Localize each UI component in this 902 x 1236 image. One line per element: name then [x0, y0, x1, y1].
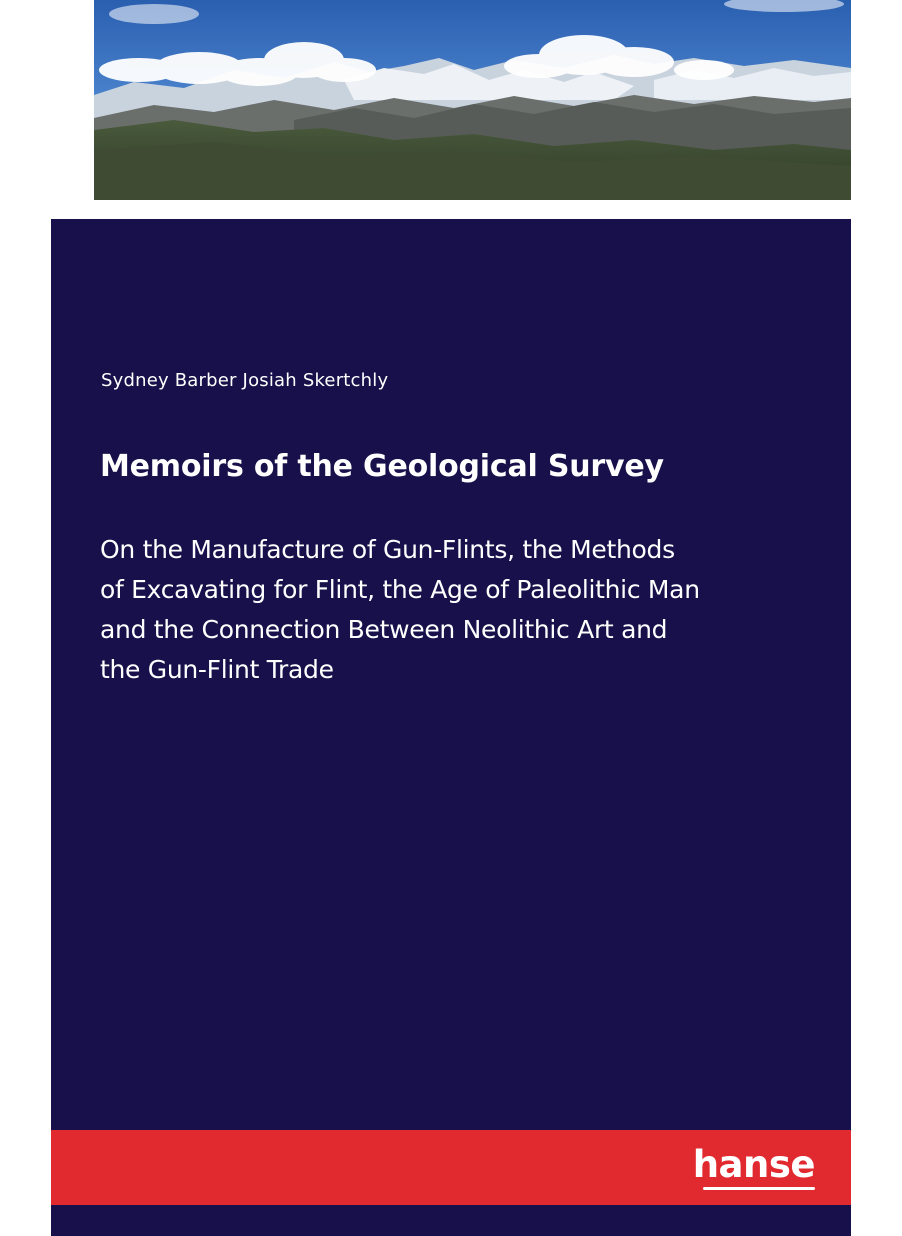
cover-panel [51, 219, 851, 1236]
mountain-landscape-image [94, 0, 851, 200]
author-name: Sydney Barber Josiah Skertchly [101, 370, 389, 391]
subtitle-line: of Excavating for Flint, the Age of Paleolithic Man [100, 575, 700, 604]
subtitle-line: the Gun-Flint Trade [100, 655, 334, 684]
cover-photo-mountains [94, 0, 851, 200]
subtitle-line: and the Connection Between Neolithic Art and [100, 615, 668, 644]
book-subtitle [100, 530, 820, 690]
subtitle-line: On the Manufacture of Gun-Flints, the Methods [100, 535, 675, 564]
book-title: Memoirs of the Geological Survey [100, 449, 664, 484]
publisher-band [51, 1130, 851, 1205]
publisher-logo: hanse [692, 1143, 815, 1186]
publisher-logo-underline [703, 1187, 815, 1190]
